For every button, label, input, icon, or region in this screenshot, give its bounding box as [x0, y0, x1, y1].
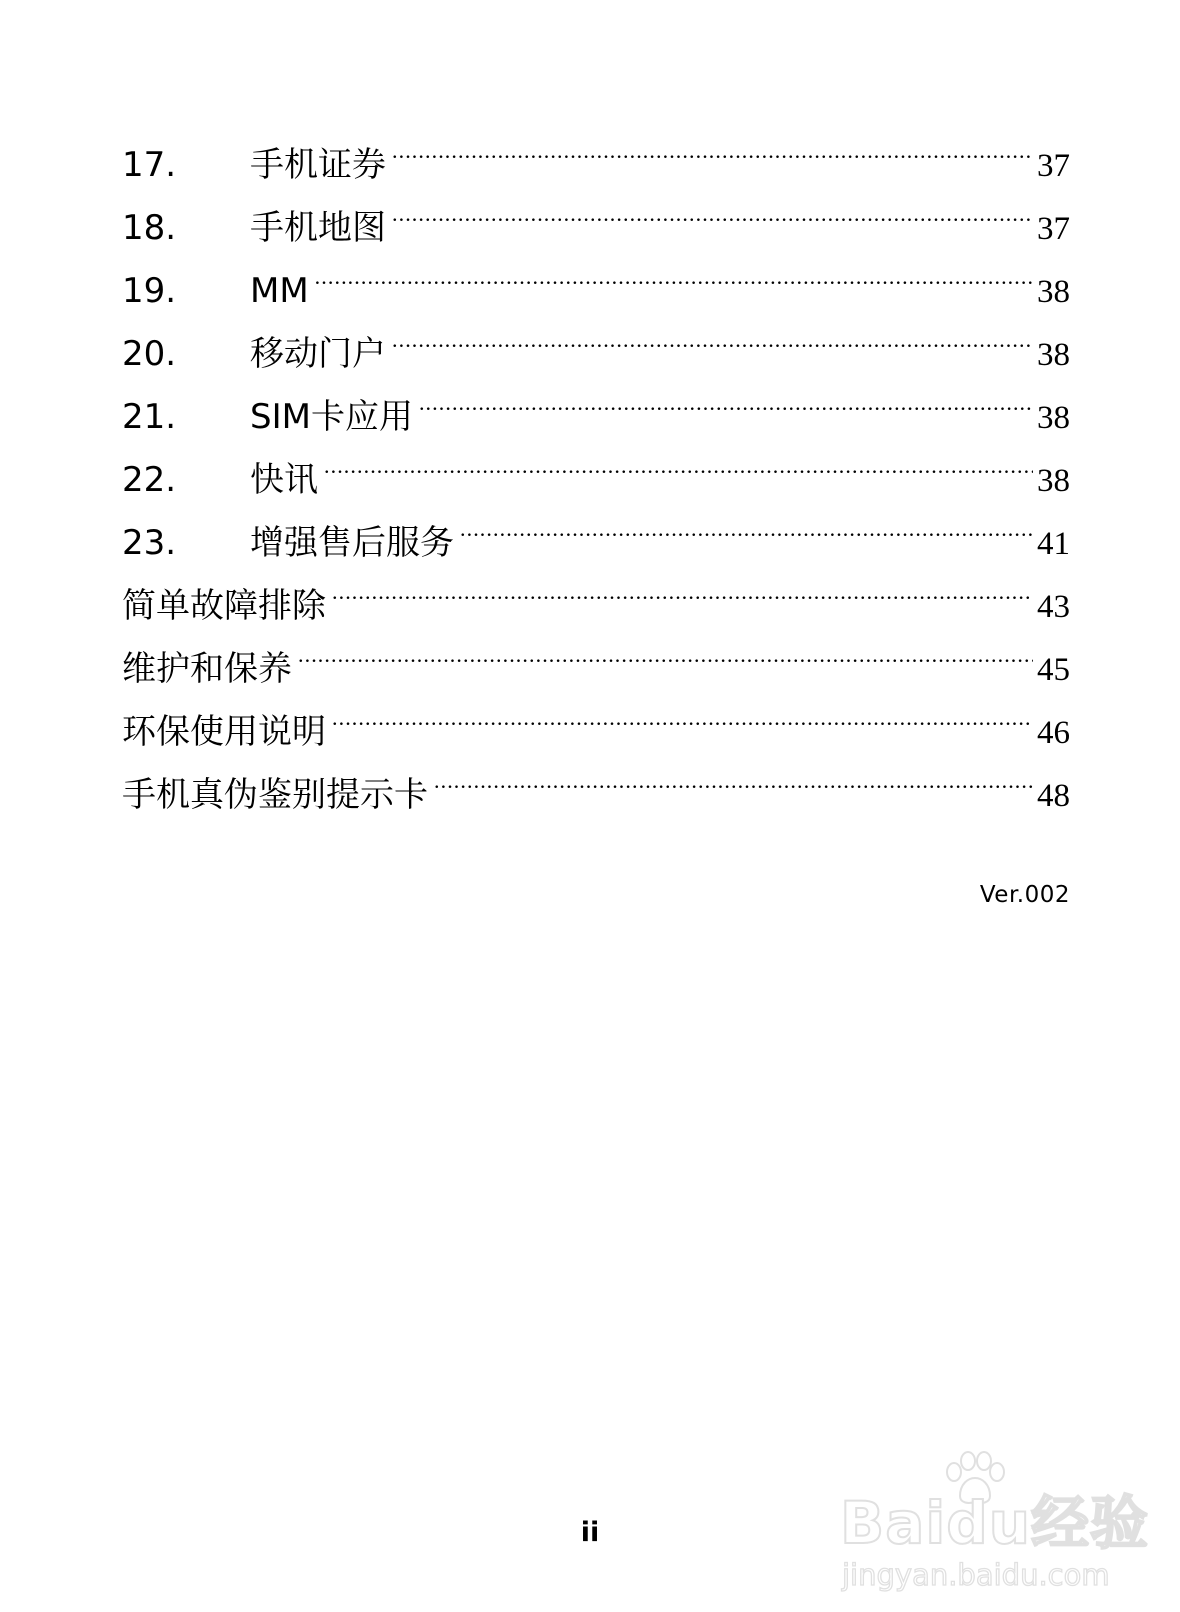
dot-leader [298, 617, 1033, 680]
toc-entry-title: 手机证券 [250, 145, 386, 185]
dot-leader [419, 365, 1033, 428]
watermark-logo-text: Baidu经验 [840, 1489, 1150, 1557]
toc-entry-title: 手机地图 [250, 208, 386, 248]
toc-entry-number: 22. [122, 460, 177, 500]
toc-entry-title: SIM卡应用 [250, 397, 413, 437]
toc-entry-title: 快讯 [250, 460, 318, 500]
dot-leader [392, 113, 1033, 176]
toc-entry-title: 增强售后服务 [250, 523, 454, 563]
dot-leader [324, 428, 1033, 491]
dot-leader [434, 743, 1033, 806]
toc-entry-page: 43 [1037, 589, 1070, 625]
toc-entry-page: 41 [1037, 526, 1070, 562]
dot-leader [332, 554, 1033, 617]
toc-entry-page: 38 [1037, 274, 1070, 310]
version-label: Ver.002 [979, 882, 1070, 908]
toc-entry-page: 48 [1037, 778, 1070, 814]
toc-entry-title: 手机真伪鉴别提示卡 [122, 775, 428, 815]
table-of-contents [122, 113, 1070, 815]
dot-leader [315, 239, 1033, 302]
toc-entry-page: 38 [1037, 463, 1070, 499]
dot-leader [332, 680, 1033, 743]
toc-entry-number: 17. [122, 145, 177, 185]
dot-leader [392, 176, 1033, 239]
toc-entry-17[interactable] [122, 113, 1070, 185]
toc-entry-title: 环保使用说明 [122, 712, 326, 752]
toc-entry-page: 46 [1037, 715, 1070, 751]
toc-entry-title: 移动门户 [250, 334, 386, 374]
toc-entry-number: 19. [122, 271, 177, 311]
toc-entry-title: 简单故障排除 [122, 586, 326, 626]
toc-entry-page: 37 [1037, 148, 1070, 184]
toc-entry-page: 37 [1037, 211, 1070, 247]
toc-entry-title: 维护和保养 [122, 649, 292, 689]
toc-entry-number: 18. [122, 208, 177, 248]
toc-entry-page: 38 [1037, 400, 1070, 436]
toc-entry-number: 23. [122, 523, 177, 563]
page-number: ii [580, 1517, 600, 1548]
watermark-url: jingyan.baidu.com [842, 1558, 1110, 1592]
dot-leader [392, 302, 1033, 365]
toc-entry-title: MM [250, 271, 309, 311]
toc-entry-page: 38 [1037, 337, 1070, 373]
toc-entry-number: 21. [122, 397, 177, 437]
baidu-jingyan-watermark [840, 1450, 1170, 1600]
toc-entry-page: 45 [1037, 652, 1070, 688]
toc-entry-number: 20. [122, 334, 177, 374]
dot-leader [460, 491, 1033, 554]
